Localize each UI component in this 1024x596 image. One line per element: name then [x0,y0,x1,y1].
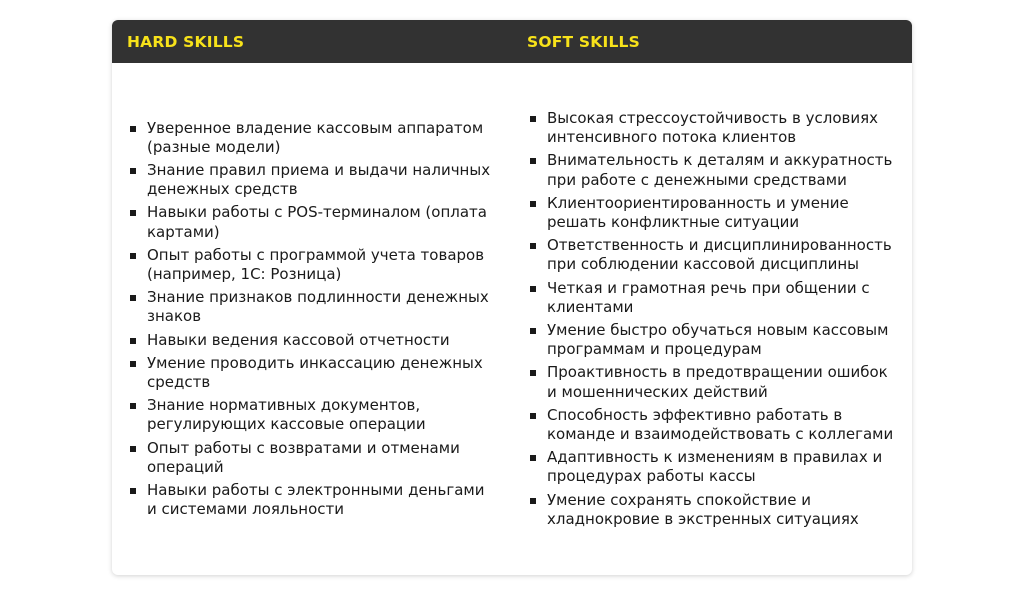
table-header [112,20,912,63]
header-soft-skills: SOFT SKILLS [527,32,640,51]
soft-skill-item: Ответственность и дисциплинированность при соблюдении кассовой дисциплины [529,236,898,274]
hard-skill-item: Навыки работы с POS-терминалом (оплата картами) [129,203,498,241]
soft-skills-column [512,63,912,575]
soft-skills-list [529,109,898,529]
hard-skills-list [129,119,498,520]
hard-skill-item: Навыки работы с электронными деньгами и системами лояльности [129,481,498,519]
soft-skill-item: Умение сохранять спокойствие и хладнокровие в экстренных ситуациях [529,491,898,529]
hard-skill-item: Знание признаков подлинности денежных знаков [129,288,498,326]
hard-skill-item: Знание правил приема и выдачи наличных денежных средств [129,161,498,199]
header-hard-skills: HARD SKILLS [127,32,245,51]
hard-skill-item: Уверенное владение кассовым аппаратом (разные модели) [129,119,498,157]
hard-skill-item: Навыки ведения кассовой отчетности [129,331,498,350]
soft-skill-item: Способность эффективно работать в команде и взаимодействовать с коллегами [529,406,898,444]
soft-skill-item: Умение быстро обучаться новым кассовым программам и процедурам [529,321,898,359]
table-body [112,63,912,575]
hard-skill-item: Знание нормативных документов, регулирующих кассовые операции [129,396,498,434]
hard-skill-item: Опыт работы с возвратами и отменами операций [129,439,498,477]
soft-skill-item: Высокая стрессоустойчивость в условиях интенсивного потока клиентов [529,109,898,147]
soft-skill-item: Внимательность к деталям и аккуратность при работе с денежными средствами [529,151,898,189]
soft-skill-item: Адаптивность к изменениям в правилах и процедурах работы кассы [529,448,898,486]
hard-skill-item: Опыт работы с программой учета товаров (например, 1С: Розница) [129,246,498,284]
hard-skills-column [112,63,512,575]
soft-skill-item: Проактивность в предотвращении ошибок и мошеннических действий [529,363,898,401]
soft-skill-item: Клиентоориентированность и умение решать конфликтные ситуации [529,194,898,232]
hard-skill-item: Умение проводить инкассацию денежных средств [129,354,498,392]
soft-skill-item: Четкая и грамотная речь при общении с клиентами [529,279,898,317]
skills-table [112,20,912,575]
